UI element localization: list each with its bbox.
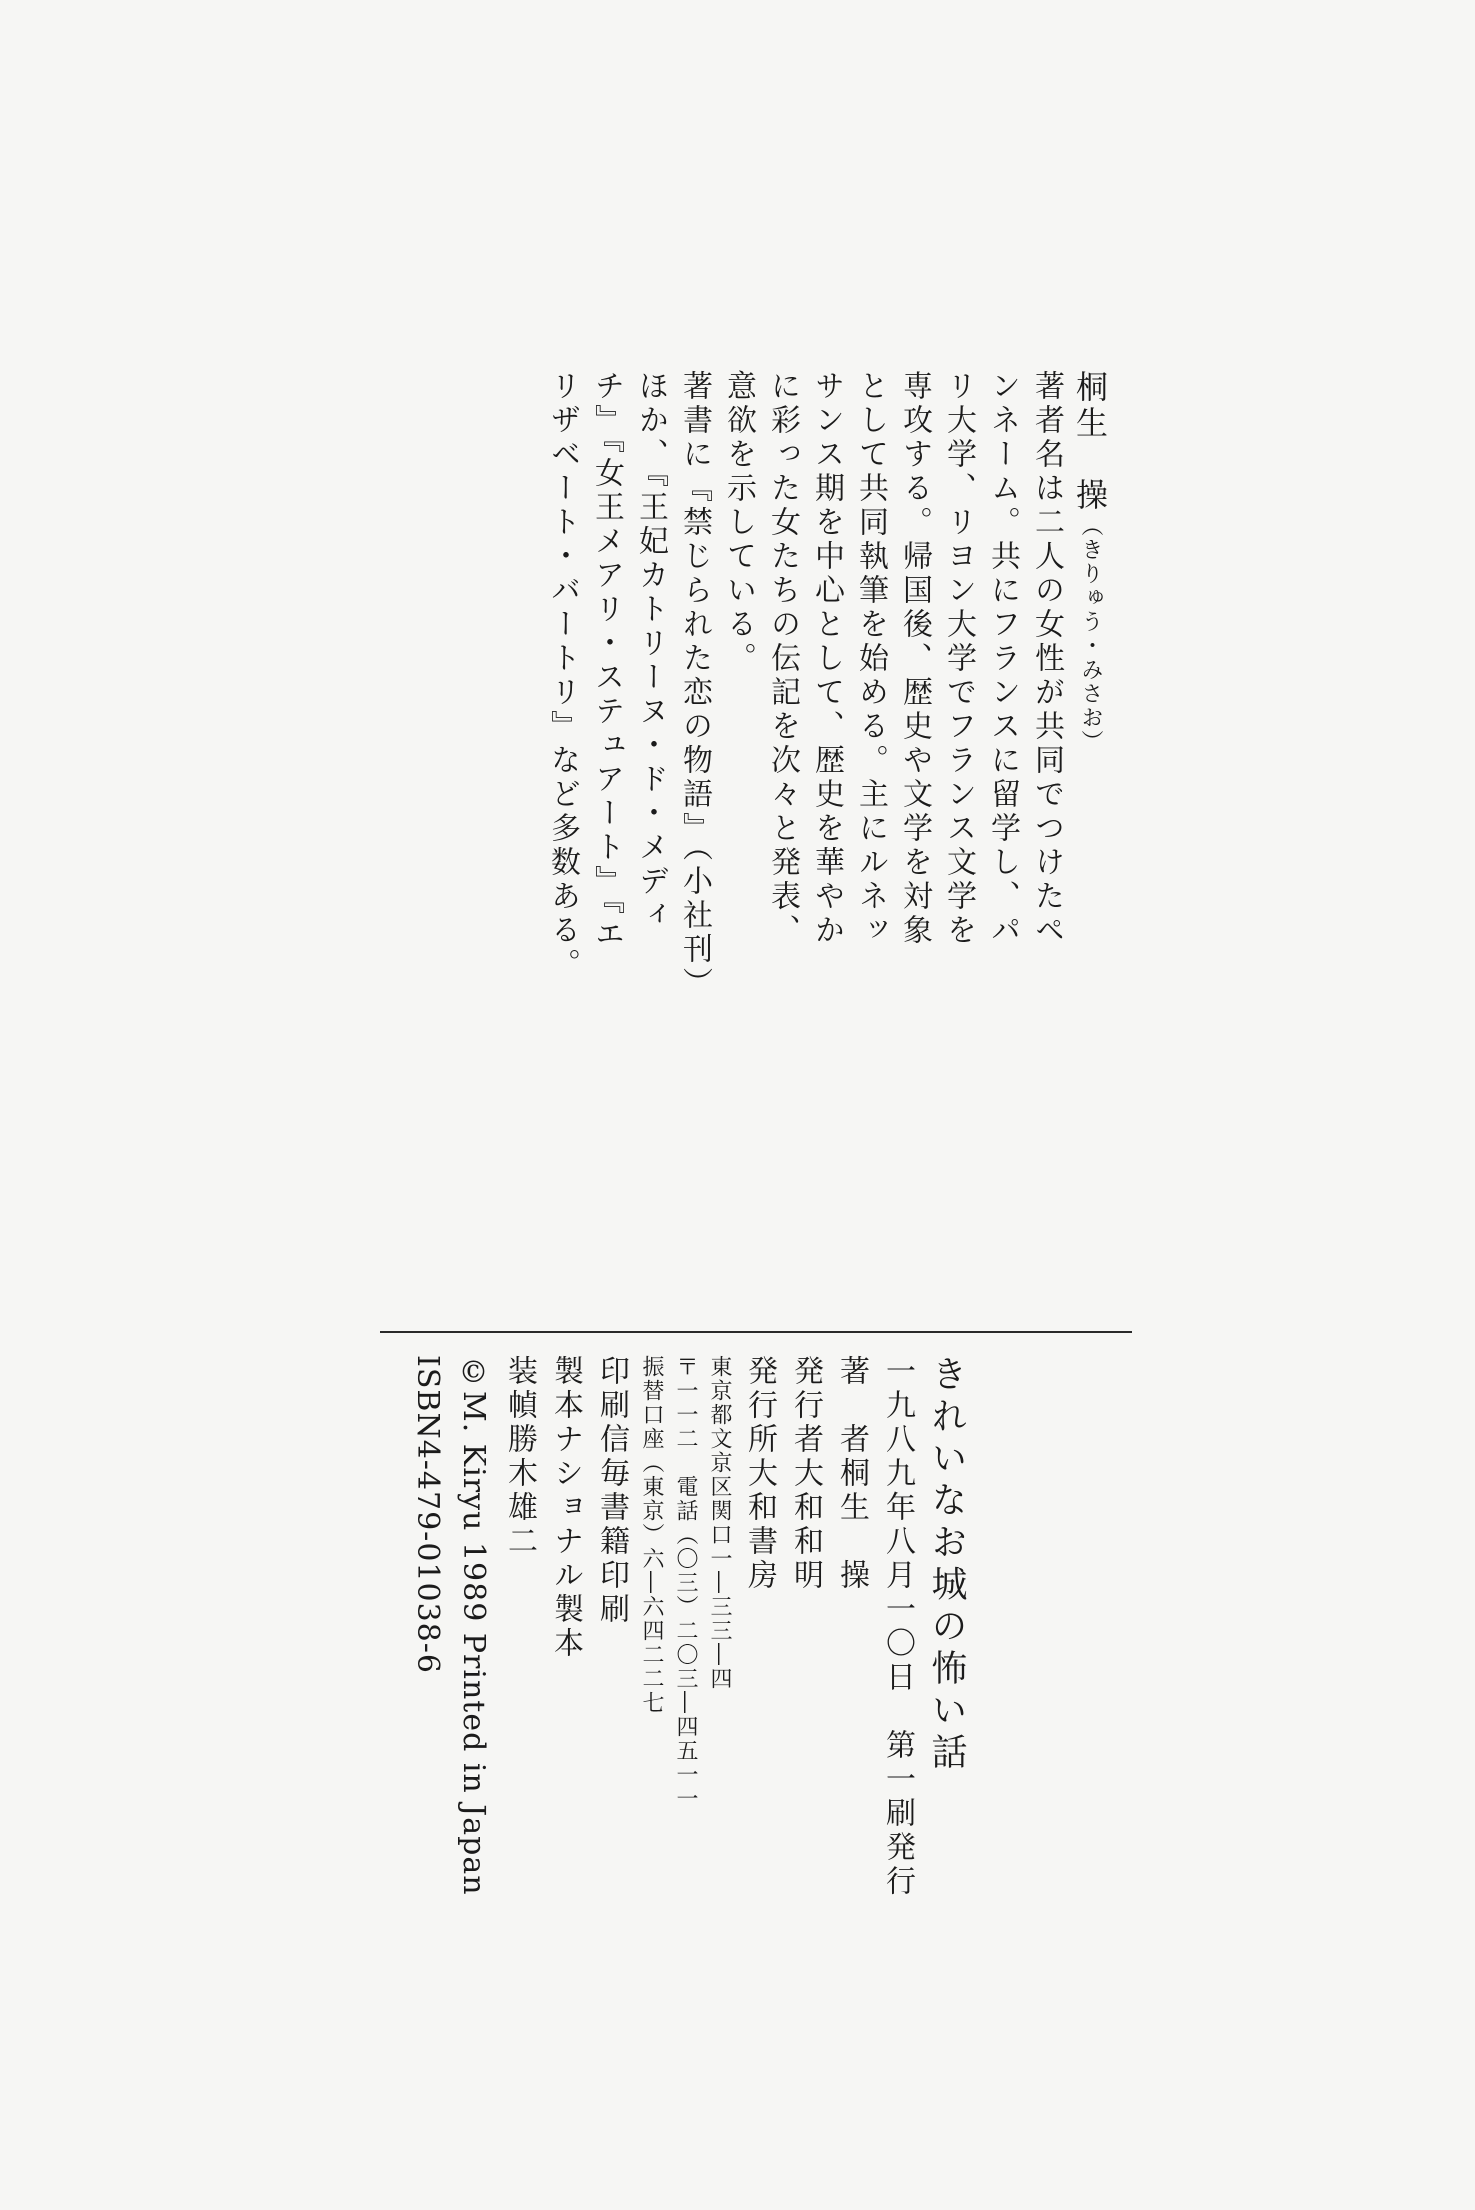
copyright-notice: ©M. Kiryu 1989 Printed in Japan — [456, 1355, 491, 1896]
publication-date: 一九八九年八月一〇日 第一刷発行 — [880, 1355, 915, 1899]
author-name: 桐生 操 — [1071, 370, 1109, 514]
publisher-transfer-account: 振替口座（東京）六―六四二二七 — [639, 1355, 664, 1715]
bio-line: ンネーム。共にフランスに留学し、パ — [985, 370, 1020, 948]
book-title: きれいなお城の怖い話 — [926, 1355, 967, 1775]
author-value: 桐生 操 — [834, 1457, 869, 1593]
author-reading: （きりゅう・みさお） — [1078, 514, 1103, 754]
colophon-divider — [380, 1331, 1132, 1333]
printing-label: 印刷 — [594, 1355, 629, 1423]
bio-line: として共同執筆を始める。主にルネッ — [853, 370, 888, 948]
bio-line: ほか、『王妃カトリーヌ・ド・メディ — [633, 370, 668, 933]
author-bio — [540, 370, 1112, 1001]
bio-line: 専攻する。帰国後、歴史や文学を対象 — [897, 370, 932, 948]
design-entry — [496, 1355, 542, 1915]
bio-line: リ大学、リヨン大学でフランス文学を — [941, 370, 976, 948]
bio-line: 著書に『禁じられた恋の物語』（小社刊） — [677, 370, 712, 1001]
bio-line: チ』『女王メアリ・ステュアート』『エ — [589, 370, 624, 952]
bio-line: サンス期を中心として、歴史を華やか — [809, 370, 844, 948]
binding-entry — [542, 1355, 588, 1915]
house-label: 発行所 — [742, 1355, 777, 1457]
publisher-phone: 〒一一二 電話（〇三）二〇三―四五一一 — [673, 1355, 698, 1811]
bio-line: に彩った女たちの伝記を次々と発表、 — [765, 370, 800, 948]
publisher-entry — [782, 1355, 828, 1915]
design-label: 装幀 — [502, 1355, 537, 1423]
binding-value: ナショナル製本 — [548, 1423, 583, 1661]
binding-label: 製本 — [548, 1355, 583, 1423]
bio-line: 意欲を示している。 — [721, 370, 756, 676]
bio-line: リザベート・バートリ』など多数ある。 — [545, 370, 580, 982]
house-value: 大和書房 — [742, 1457, 777, 1593]
house-entry — [736, 1355, 782, 1915]
publisher-label: 発行者 — [788, 1355, 823, 1457]
design-value: 勝木雄二 — [502, 1423, 537, 1559]
colophon — [404, 1355, 972, 1915]
author-name-line — [1068, 370, 1112, 930]
printing-value: 信毎書籍印刷 — [594, 1423, 629, 1627]
publisher-address: 東京都文京区関口一―三三―四 — [707, 1355, 732, 1691]
author-entry — [828, 1355, 874, 1915]
bio-line: 著者名は二人の女性が共同でつけたペ — [1029, 370, 1064, 948]
printing-entry — [588, 1355, 634, 1915]
isbn: ISBN4-479-01038-6 — [410, 1355, 445, 1674]
publisher-value: 大和和明 — [788, 1457, 823, 1593]
author-label: 著 者 — [834, 1355, 869, 1457]
